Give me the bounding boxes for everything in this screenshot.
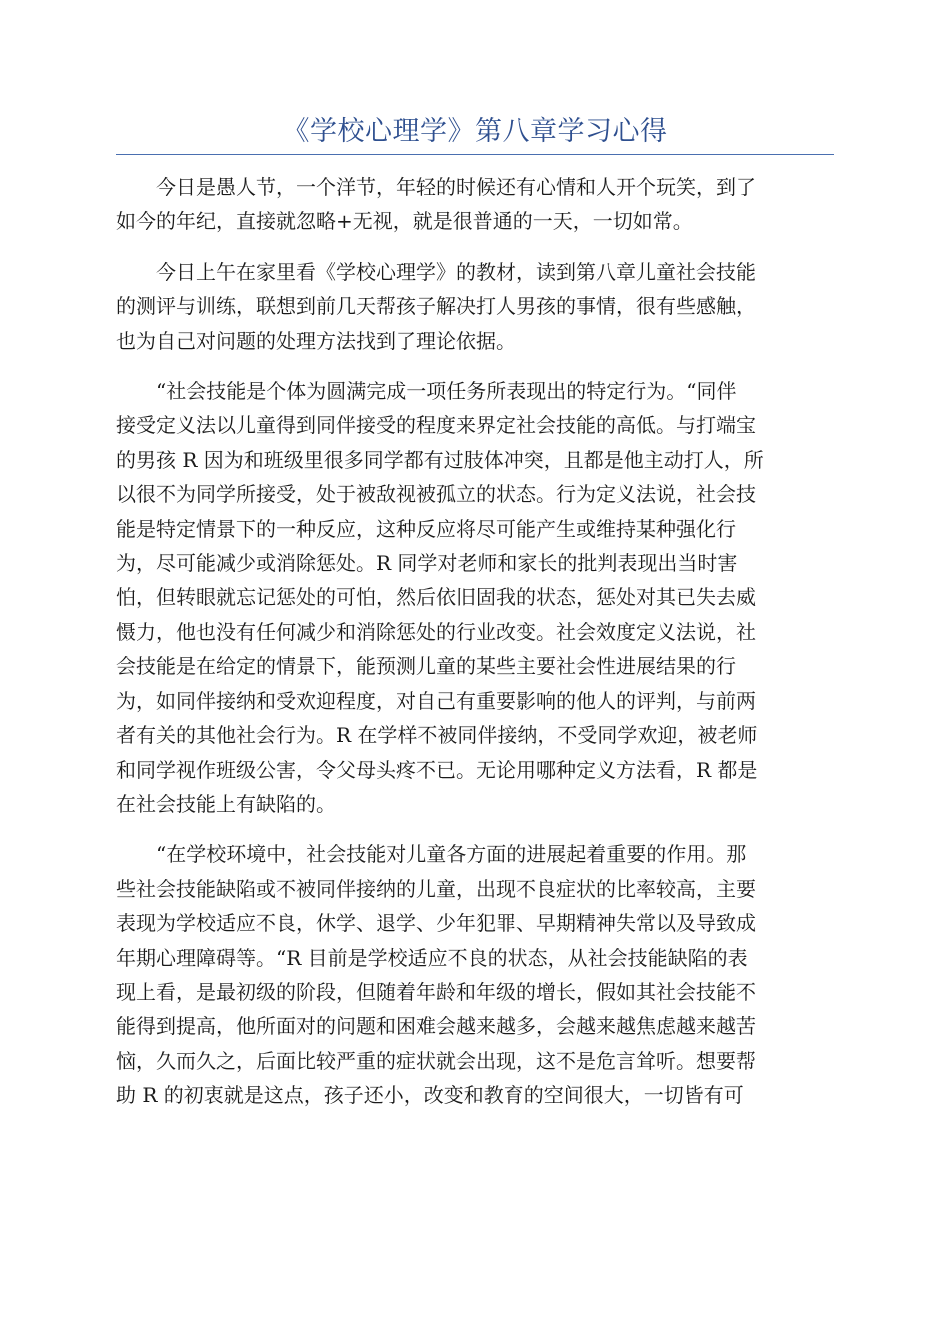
paragraph-line: 和同学视作班级公害，令父母头疼不已。无论用哪种定义方法看，R 都是: [116, 757, 758, 782]
paragraph-line: 现上看，是最初级的阶段，但随着年龄和年级的增长，假如其社会技能不: [116, 979, 756, 1004]
paragraph-line: 以很不为同学所接受，处于被敌视被孤立的状态。行为定义法说，社会技: [116, 482, 756, 507]
paragraph-line: 今日是愚人节，一个洋节，年轻的时候还有心情和人开个玩笑，到了: [156, 175, 756, 199]
paragraph-line: 者有关的其他社会行为。R 在学样不被同伴接纳，不受同学欢迎，被老师: [116, 723, 758, 748]
paragraph-line: 接受定义法以儿童得到同伴接受的程度来界定社会技能的高低。与打端宝: [116, 413, 756, 438]
paragraph: [116, 170, 834, 239]
paragraph-line: 在社会技能上有缺陷的。: [116, 791, 336, 816]
title-underline: [116, 154, 834, 155]
paragraph-line: 能得到提高，他所面对的问题和困难会越来越多，会越来越焦虑越来越苦: [116, 1014, 756, 1039]
paragraph-line: 助 R 的初衷就是这点，孩子还小，改变和教育的空间很大，一切皆有可: [116, 1083, 744, 1108]
paragraph-line: 为，如同伴接纳和受欢迎程度，对自己有重要影响的他人的评判，与前两: [116, 688, 756, 713]
paragraph-line: 能是特定情景下的一种反应，这种反应将尽可能产生或维持某种强化行: [116, 516, 736, 541]
paragraph-line: “社会技能是个体为圆满完成一项任务所表现出的特定行为。“同伴: [156, 379, 737, 404]
paragraph-line: 怕，但转眼就忘记惩处的可怕，然后依旧固我的状态，惩处对其已失去威: [116, 585, 756, 610]
paragraph-line: 表现为学校适应不良，休学、退学、少年犯罪、早期精神失常以及导致成: [116, 911, 756, 936]
paragraph: [116, 837, 834, 1112]
document-body: [116, 170, 834, 1129]
paragraph-line: 会技能是在给定的情景下，能预测儿童的某些主要社会性进展结果的行: [116, 654, 736, 679]
paragraph-line: 恼，久而久之，后面比较严重的症状就会出现，这不是危言耸听。想要帮: [116, 1048, 756, 1073]
paragraph-line: 今日上午在家里看《学校心理学》的教材，读到第八章儿童社会技能: [156, 259, 756, 284]
paragraph-line: 年期心理障碍等。“R 目前是学校适应不良的状态，从社会技能缺陷的表: [116, 945, 748, 970]
paragraph-line: 的男孩 R 因为和班级里很多同学都有过肢体冲突，且都是他主动打人，所: [116, 447, 764, 472]
paragraph: [116, 374, 834, 821]
paragraph-line: 慑力，他也没有任何减少和消除惩处的行业改变。社会效度定义法说，社: [116, 619, 756, 644]
page-title: 《学校心理学》第八章学习心得: [282, 116, 668, 147]
paragraph-line: 为，尽可能减少或消除惩处。R 同学对老师和家长的批判表现出当时害: [116, 551, 738, 576]
paragraph-line: 如今的年纪，直接就忽略+无视，就是很普通的一天，一切如常。: [116, 209, 693, 234]
paragraph-line: “在学校环境中，社会技能对儿童各方面的进展起着重要的作用。那: [156, 842, 747, 867]
paragraph-line: 也为自己对问题的处理方法找到了理论依据。: [116, 328, 516, 353]
paragraph-line: 些社会技能缺陷或不被同伴接纳的儿童，出现不良症状的比率较高，主要: [116, 876, 756, 901]
paragraph: [116, 255, 834, 358]
paragraph-line: 的测评与训练，联想到前几天帮孩子解决打人男孩的事情，很有些感触，: [116, 294, 756, 319]
